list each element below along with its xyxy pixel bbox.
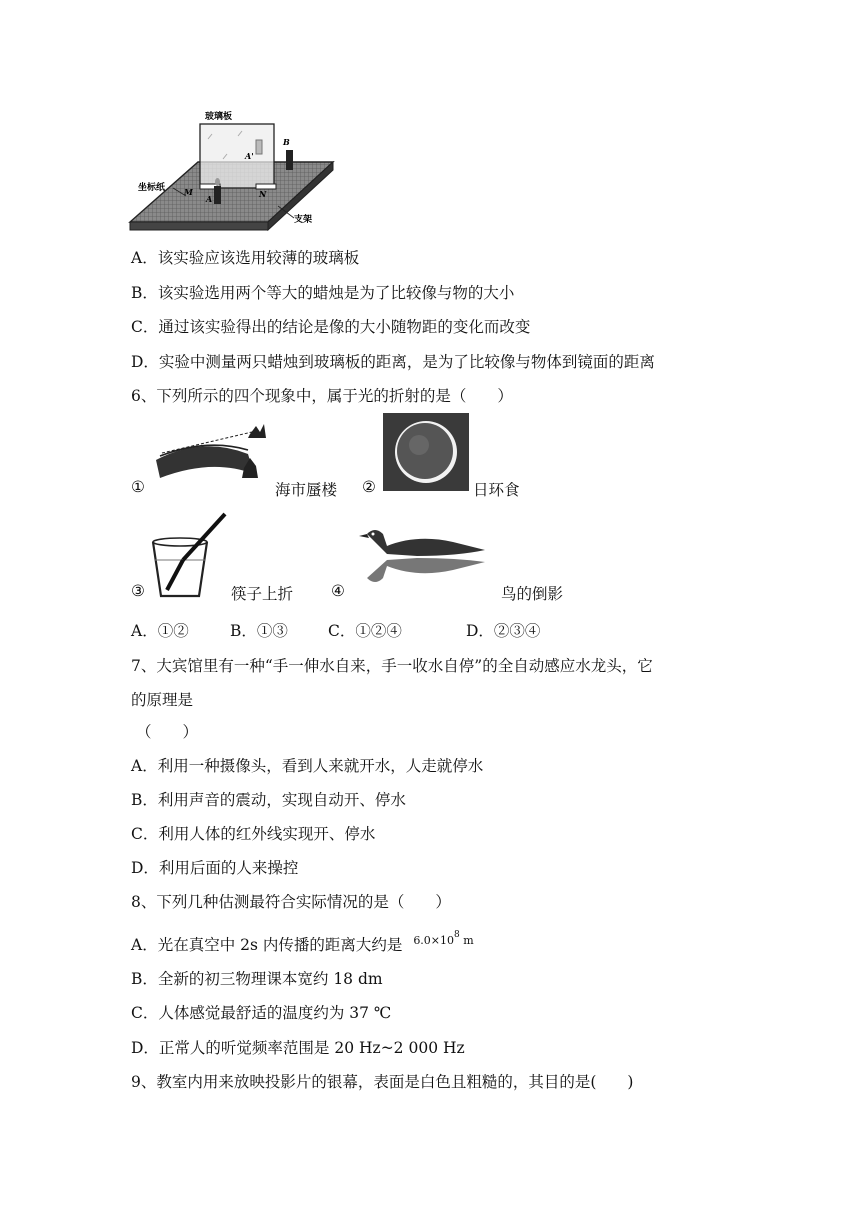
q6-item3-caption: 筷子上折 <box>231 585 294 603</box>
q6-option-b: B．①③ <box>230 622 288 640</box>
q7-stem-line2: 的原理是 <box>131 691 194 709</box>
q5-option-c: C．通过该实验得出的结论是像的大小随物距的变化而改变 <box>131 318 531 336</box>
q7-option-c: C．利用人体的红外线实现开、停水 <box>131 825 376 843</box>
q8-stem: 8、下列几种估测最符合实际情况的是（ ） <box>131 893 451 911</box>
q8-option-d: D．正常人的听觉频率范围是 20 Hz~2 000 Hz <box>131 1039 465 1057</box>
q6-item4-num: ④ <box>331 582 345 600</box>
q6-item4-caption: 鸟的倒影 <box>501 585 564 603</box>
annular-eclipse-image <box>383 413 469 491</box>
q5-option-d: D．实验中测量两只蜡烛到玻璃板的距离，是为了比较像与物体到镜面的距离 <box>131 353 655 371</box>
q6-item1-caption: 海市蜃楼 <box>275 481 338 499</box>
q9-stem: 9、教室内用来放映投影片的银幕，表面是白色且粗糙的，其目的是( ) <box>131 1073 634 1091</box>
n-label: N <box>259 189 267 199</box>
glass-label: 玻璃板 <box>205 112 233 122</box>
q8-option-b: B．全新的初三物理课本宽约 18 dm <box>131 970 383 988</box>
q8-option-a-value: 6.0×10 <box>413 934 455 947</box>
mirage-image <box>152 418 270 494</box>
q5-option-b: B．该实验选用两个等大的蜡烛是为了比较像与物的大小 <box>131 284 515 302</box>
q6-option-a: A．①② <box>131 622 189 640</box>
q6-item3-num: ③ <box>131 582 145 600</box>
q8-option-a-unit: m <box>459 934 474 947</box>
b-label: B <box>283 137 290 147</box>
q5-option-a: A．该实验应该选用较薄的玻璃板 <box>131 249 360 267</box>
q7-blank: （ ） <box>136 723 199 741</box>
q6-stem: 6、下列所示的四个现象中，属于光的折射的是（ ） <box>131 387 513 405</box>
q8-option-a-exponent: 8 <box>454 930 460 940</box>
a-prime-label: A' <box>245 151 254 161</box>
q7-option-b: B．利用声音的震动，实现自动开、停水 <box>131 791 406 809</box>
q8-option-a-text: A．光在真空中 2s 内传播的距离大约是 <box>131 936 403 954</box>
bird-reflection-image <box>357 522 489 588</box>
q7-option-a: A．利用一种摄像头，看到人来就开水，人走就停水 <box>131 757 484 775</box>
q6-item2-caption: 日环食 <box>473 481 520 499</box>
q6-item1-num: ① <box>131 478 145 496</box>
q6-option-c: C．①②④ <box>328 622 402 640</box>
m-label: M <box>184 187 193 197</box>
q8-option-a-formula <box>413 930 474 947</box>
q6-option-d: D．②③④ <box>466 622 541 640</box>
q7-option-d: D．利用后面的人来操控 <box>131 859 299 877</box>
stand-label: 支架 <box>294 215 313 225</box>
q8-option-c: C．人体感觉最舒适的温度约为 37 ℃ <box>131 1004 392 1022</box>
q7-stem-line1: 7、大宾馆里有一种“手一伸水自来，手一收水自停”的全自动感应水龙头，它 <box>131 657 653 675</box>
mirror-experiment-figure <box>128 104 338 234</box>
q8-option-a <box>131 930 474 955</box>
chopstick-in-water-image <box>147 510 229 600</box>
q6-item2-num: ② <box>362 478 376 496</box>
paper-label: 坐标纸 <box>138 183 166 193</box>
a-label: A <box>206 194 213 204</box>
